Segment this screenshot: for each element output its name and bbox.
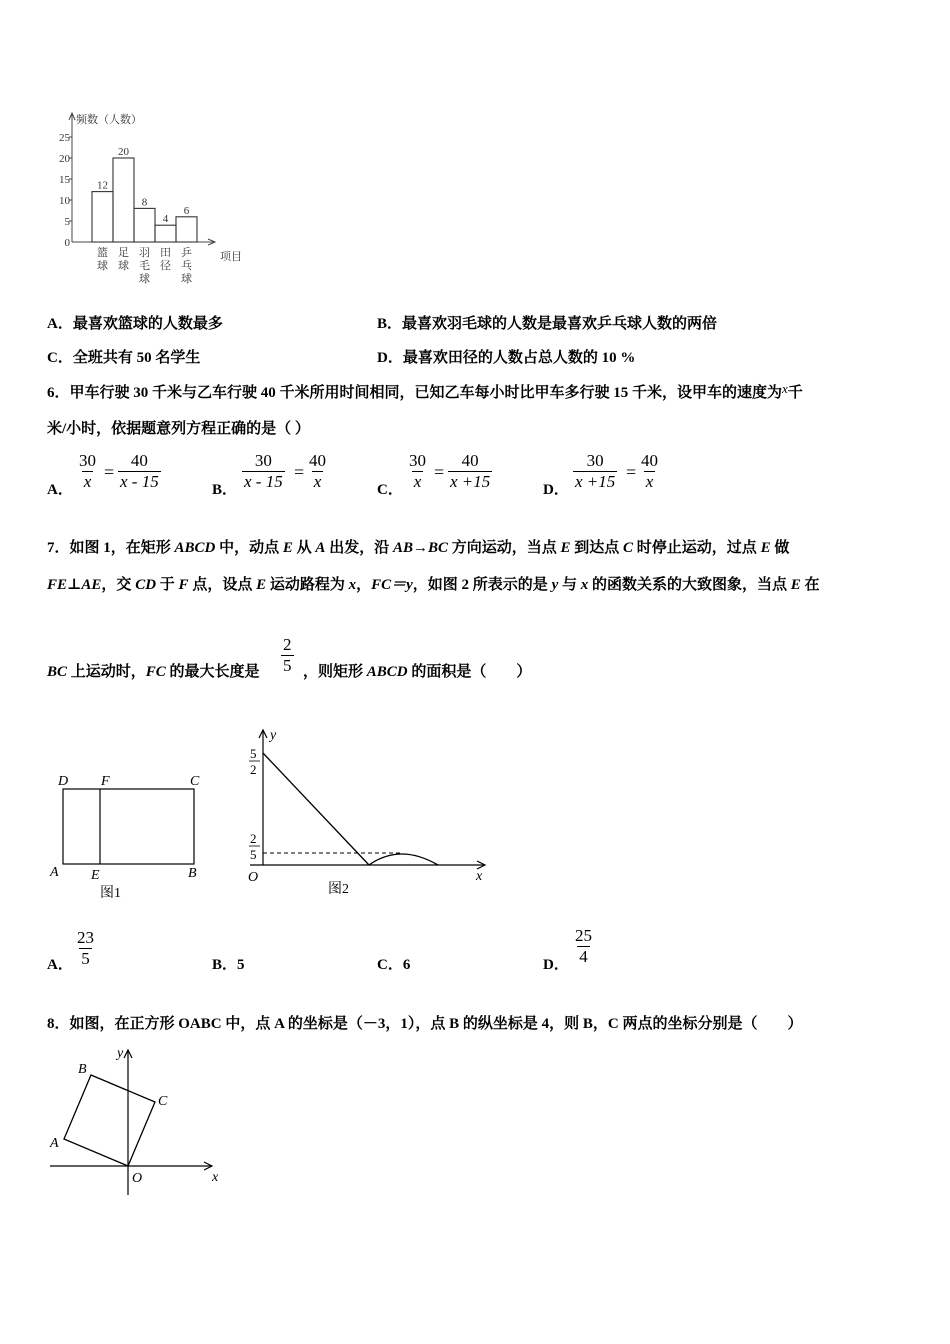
q7-stem-line3-end: ，则矩形 ABCD 的面积是（ ） — [303, 664, 532, 680]
y-tick-label: 25 — [59, 132, 70, 144]
option-label: B． — [212, 482, 238, 498]
fraction-right: $\frac{40}{x}$ — [309, 451, 326, 491]
label-x: x — [212, 1170, 219, 1185]
q6-var: x — [782, 381, 788, 396]
fraction-left: $\frac{30}{x +15}$ — [575, 451, 616, 491]
q6-stem-line1 — [47, 381, 803, 402]
rectangle-abcd — [63, 789, 194, 864]
q5-option-b[interactable] — [377, 312, 717, 333]
x-tick-label: 足 — [118, 247, 129, 259]
option-fraction: $\frac{23}{5}$ — [77, 928, 94, 968]
figure-caption: 图2 — [328, 882, 349, 897]
label-o: O — [132, 1171, 143, 1186]
q7-option-b[interactable] — [212, 953, 245, 974]
y-tick-label: 20 — [59, 153, 70, 165]
option-text: 最喜欢羽毛球的人数是最喜欢乒乓球人数的两倍 — [402, 316, 718, 332]
equals-sign: = — [626, 462, 637, 482]
label-f: F — [101, 774, 110, 789]
origin-label: O — [248, 870, 259, 885]
label-a: A — [50, 865, 59, 880]
option-label: C． — [47, 350, 73, 366]
bar — [134, 208, 155, 242]
fraction-right: $\frac{40}{x +15}$ — [450, 451, 491, 491]
bar-value-label: 12 — [97, 179, 108, 192]
q7-option-c[interactable] — [377, 953, 410, 974]
label-d: D — [58, 774, 69, 789]
label-c: C — [158, 1094, 168, 1109]
q8-stem: 8．如图，在正方形 OABC 中，点 A 的坐标是（－3，1），点 B 的纵坐标是 4，则 B，C 两点的坐标分别是（ ） — [47, 1016, 803, 1032]
q5-option-c[interactable] — [47, 346, 200, 367]
q5-option-a[interactable] — [47, 312, 223, 333]
option-text: 全班共有 50 名学生 — [72, 350, 201, 366]
fraction-left: $\frac{30}{x}$ — [79, 451, 96, 491]
tick-numerator: 5 — [250, 746, 257, 761]
curve-segment — [369, 854, 438, 865]
x-tick-label: 球 — [139, 273, 150, 285]
linear-segment — [263, 753, 369, 865]
option-text: 最喜欢田径的人数占总人数的 10 % — [402, 350, 636, 366]
tick-numerator: 2 — [250, 831, 257, 846]
bar-value-label: 20 — [118, 146, 129, 158]
equals-sign: = — [434, 462, 445, 482]
x-tick-label: 田 — [160, 247, 171, 259]
y-tick-label: 0 — [64, 237, 70, 249]
bar — [92, 192, 113, 242]
x-tick-label: 球 — [97, 260, 108, 272]
equals-sign: = — [104, 462, 115, 482]
label-c: C — [190, 774, 200, 789]
option-label: B． — [212, 957, 238, 973]
q6-stem-line2: 米/小时，依据题意列方程正确的是（ ） — [47, 421, 310, 437]
bar-chart — [55, 105, 265, 300]
tick-denominator: 5 — [250, 847, 257, 862]
q6-stem-end: 千 — [787, 385, 803, 401]
q7-figure-1 — [40, 765, 220, 905]
fraction-right: $\frac{40}{x - 15}$ — [120, 451, 159, 491]
x-axis-label: 项目 — [220, 251, 242, 263]
y-tick-label: 5 — [64, 216, 70, 228]
option-text: 最喜欢篮球的人数最多 — [72, 316, 223, 332]
figure-caption: 图1 — [100, 886, 121, 901]
option-label: D． — [543, 482, 569, 498]
q7-max-fc-fraction: $\frac{2}{5}$ — [283, 635, 292, 675]
y-tick-label: 10 — [59, 195, 70, 207]
q7-stem-line3: BC 上运动时，FC 的最大长度是 — [47, 664, 260, 680]
x-tick-label: 乒 — [181, 247, 192, 259]
square-oabc — [64, 1075, 155, 1166]
fraction-left: $\frac{30}{x - 15}$ — [244, 451, 283, 491]
x-tick-label: 毛 — [139, 260, 150, 272]
q8-figure — [40, 1045, 230, 1195]
x-tick-label: 球 — [118, 260, 129, 272]
x-tick-label: 球 — [181, 273, 192, 285]
x-tick-label: 径 — [160, 260, 171, 272]
y-axis-label: 频数（人数） — [76, 114, 142, 126]
axis-label-y: y — [270, 728, 277, 743]
x-tick-label: 羽 — [139, 247, 150, 259]
label-e: E — [91, 868, 100, 883]
fraction-right: $\frac{40}{x}$ — [641, 451, 658, 491]
bar-value-label: 4 — [162, 213, 169, 226]
tick-denominator: 2 — [250, 762, 257, 777]
option-label: D． — [377, 350, 403, 366]
q7-figure-2 — [240, 725, 500, 900]
x-tick-label: 篮 — [97, 247, 108, 259]
y-tick-label: 15 — [59, 174, 70, 186]
label-b: B — [78, 1062, 87, 1077]
option-fraction: $\frac{25}{4}$ — [575, 926, 592, 966]
option-text: 5 — [237, 957, 245, 973]
option-label: D． — [543, 957, 569, 973]
fraction-left: $\frac{30}{x}$ — [409, 451, 426, 491]
bar — [113, 158, 134, 242]
q5-option-d[interactable] — [377, 346, 635, 367]
bar-value-label: 8 — [141, 196, 148, 209]
option-text: 6 — [402, 957, 411, 973]
label-b: B — [188, 866, 197, 881]
q7-stem-line2: FE⊥AE，交 CD 于 F 点，设点 E 运动路程为 x，FC＝y，如图 2 所表示的是 y 与 x 的函数关系的大致图象，当点 E 在 — [47, 577, 820, 593]
option-label: A． — [47, 482, 73, 498]
bar — [155, 225, 176, 242]
label-a: A — [50, 1136, 59, 1151]
label-y: y — [117, 1046, 124, 1061]
option-label: C． — [377, 957, 403, 973]
q6-stem-text: 6．甲车行驶 30 千米与乙车行驶 40 千米所用时间相同，已知乙车每小时比甲车多行驶 15 千米，设甲车的速度为 — [47, 385, 783, 401]
equals-sign: = — [294, 462, 305, 482]
option-label: A． — [47, 316, 73, 332]
option-label: B． — [377, 316, 403, 332]
option-label: C． — [377, 482, 403, 498]
x-tick-label: 乓 — [181, 260, 192, 272]
bar-value-label: 6 — [183, 204, 190, 217]
option-label: A． — [47, 957, 73, 973]
axis-label-x: x — [476, 869, 483, 884]
q7-stem-line1: 7．如图 1，在矩形 ABCD 中，动点 E 从 A 出发，沿 AB→BC 方向运动，当点 E 到达点 C 时停止运动，过点 E 做 — [47, 540, 790, 556]
bar — [176, 217, 197, 242]
